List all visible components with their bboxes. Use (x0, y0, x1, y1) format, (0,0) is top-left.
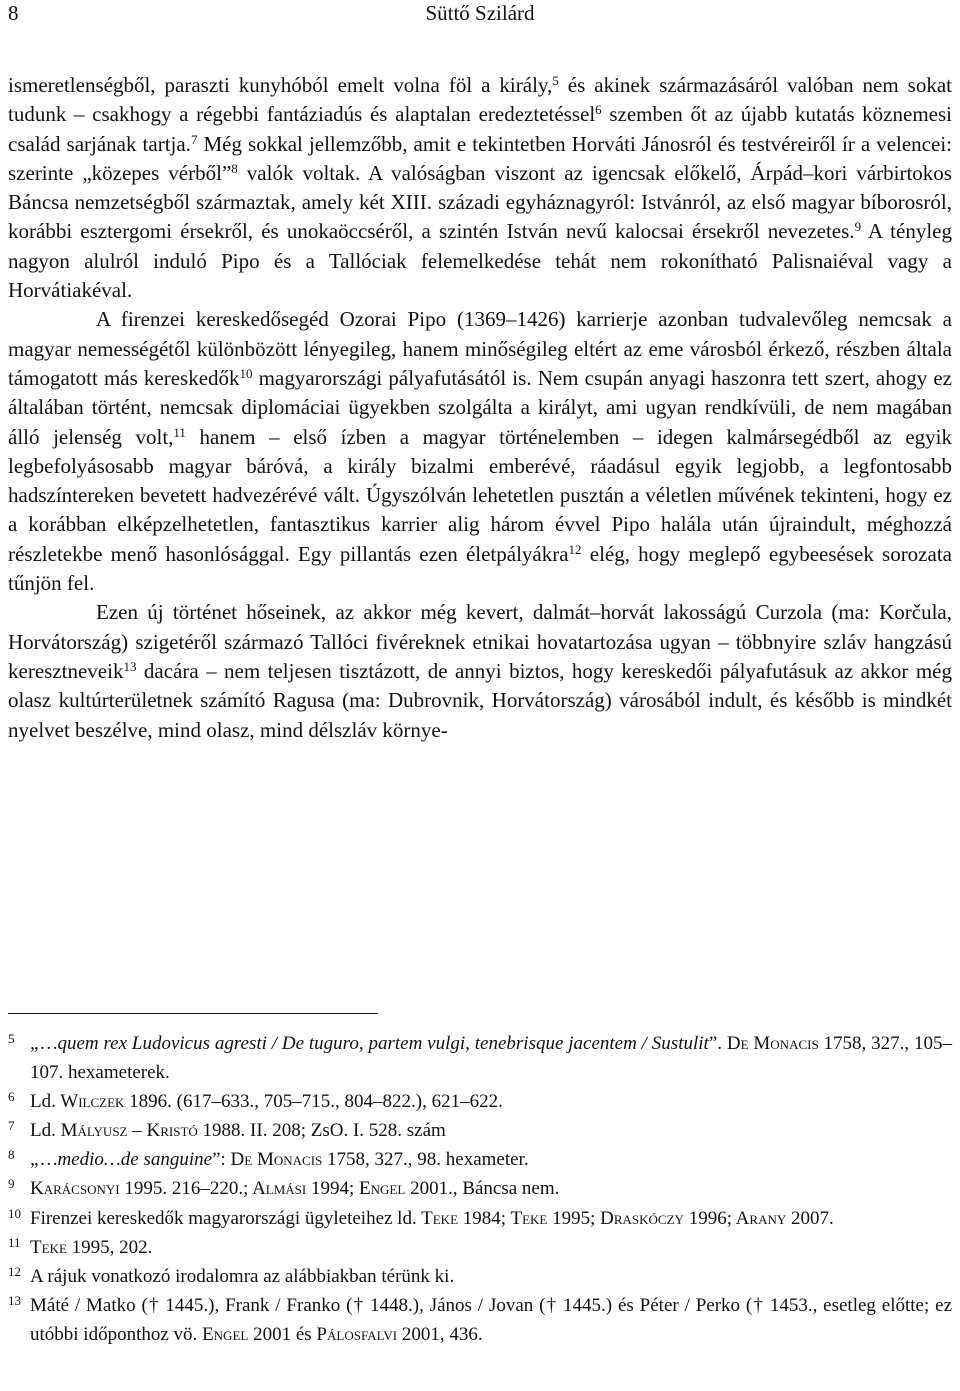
page-header (8, 0, 952, 26)
paragraph-1: ismeretlenségből, paraszti kunyhóból emelt volna föl a király,$^5$ és akinek származásáról valóban nem sokat tudunk – csakhogy a régebbi fantáziadús és alaptalan eredeztetéssel$^6$ szemben őt az újabb kutatás köznemesi család sarjának tartja.$^7$ Még sokkal jellemzőbb, amit e tekintetben Horváti Jánosról és testvéreiről ír a velencei: szerinte „közepes vérből”$^8$ valók voltak. A valóságban viszont az igencsak előkelő, Árpád–kori várbirtokos Báncsa nemzetségből származtak, amely két XIII. századi egyháznagyról: Istvánról, az első magyar bíborosról, korábbi esztergomi érsekről, és unokaöccséről, a szintén István nevű kalocsai érsekről nevezetes.$^9$ A tényleg nagyon alulról induló Pipo és a Tallóciak felemelkedése tehát nem rokonítható Palisnaiéval vagy a Horvátiakéval. (8, 73, 952, 303)
footnote-number: 5 (8, 1031, 15, 1046)
footnote-ref-11[interactable]: 11 (173, 424, 186, 440)
footnote-number: 7 (8, 1118, 15, 1134)
footnote-ref-8[interactable]: 8 (231, 160, 238, 176)
footnote-ref-13[interactable]: 13 (123, 658, 137, 674)
running-title: Süttő Szilárd (425, 1, 535, 25)
footnote-10: $^{10}$ Firenzei kereskedők magyarországi ügyleteihez ld. Teke 1984; Teke 1995; Draskóczy 1996; Arany 2007. (8, 1205, 834, 1229)
footnote-quote: „…quem rex Ludovicus agresti / De tuguro, partem vulgi, tenebrisque jacentem / Sustulit (30, 1033, 709, 1054)
footnotes (8, 1027, 952, 1349)
footnote-number: 8 (8, 1147, 15, 1163)
footnote-separator (8, 1013, 378, 1014)
footnote-ref-10[interactable]: 10 (239, 365, 253, 381)
footnote-number: 11 (8, 1234, 21, 1250)
footnote-12: $^{12}$ A rájuk vonatkozó irodalomra az alábbiakban térünk ki. (8, 1263, 455, 1287)
footnote-ref-5[interactable]: 5 (552, 73, 559, 88)
footnote-13: $^{13}$ Máté / Matko († 1445.), Frank / Franko († 1448.), János / Jovan († 1445.) és Péter / Perko († 1453., esetleg előtte; ez utóbbi időponthoz vö. Engel 2001 és Pálosfalvi 2001, 436. (8, 1292, 952, 1345)
footnote-number: 9 (8, 1176, 15, 1192)
footnote-number: 6 (8, 1089, 15, 1105)
footnote-11: $^{11}$ Teke 1995, 202. (8, 1234, 153, 1258)
footnote-ref-6[interactable]: 6 (595, 102, 602, 118)
footnote-ref-9[interactable]: 9 (854, 219, 862, 235)
footnote-quote: „…medio…de sanguine (30, 1149, 213, 1171)
footnote-5: $^5$ „…quem rex Ludovicus agresti / De tuguro, partem vulgi, tenebrisque jacentem / Sustulit”. De Monacis 1758, 327., 105–107. hexameterek. (8, 1031, 953, 1084)
page-number: 8 (8, 1, 19, 25)
body-text (8, 71, 952, 745)
footnote-7: $^7$ Ld. Mályusz – Kristó 1988. II. 208; ZsO. I. 528. szám (8, 1118, 446, 1142)
footnote-6: $^6$ Ld. Wilczek 1896. (617–633., 705–715., 804–822.), 621–622. (8, 1089, 503, 1113)
footnote-9: $^9$ Karácsonyi 1995. 216–220.; Almási 1994; Engel 2001., Báncsa nem. (8, 1176, 560, 1200)
footnote-8: $^8$ „…medio…de sanguine”: De Monacis 1758, 327., 98. hexameter. (8, 1147, 529, 1171)
paragraph-2: A firenzei kereskedősegéd Ozorai Pipo (1369–1426) karrierje azonban tudvalevőleg nemcsak a magyar nemességétől különbözött lényegileg, hanem minőségileg eltért az eme városból érkező, részben általa támogatott más kereskedők$^{10}$ magyarországi pályafutásától is. Nem csupán anyagi haszonra tett szert, ahogy ez általában történt, nemcsak diplomáciai ügyekben szolgálta a királyt, ami ugyan rendkívüli, de nem magában álló jelenség volt,$^{11}$ hanem – első ízben a magyar történelemben – idegen kalmársegédből az egyik legbefolyásosabb magyar báróvá, a király bizalmi emberévé, ráadásul egyik legjobb, a legfontosabb hadszíntereken bevetett hadvezérévé vált. Úgyszólván lehetetlen pusztán a véletlen művének tekinteni, hogy ez a korábban elképzelhetetlen, fantasztikus karrier alig három évvel Pipo halála után újraindult, méghozzá részletekbe menő hasonlósággal. Egy pillantás ezen életpályákra$^{12}$ elég, hogy meglepő egybeesések sorozata tűnjön fel. (8, 307, 952, 596)
footnote-number: 13 (8, 1292, 21, 1308)
footnote-number: 12 (8, 1263, 21, 1279)
paragraph-3: Ezen új történet hőseinek, az akkor még kevert, dalmát–horvát lakosságú Curzola (ma: Korčula, Horvátország) szigetéről származó Tallóci fivéreknek etnikai hovatartozása ugyan – többnyire szláv hangzású keresztneveik$^{13}$ dacára – nem teljesen tisztázott, de annyi biztos, hogy kereskedői pályafutásuk az akkor még olasz kultúrterületnek számító Ragusa (ma: Dubrovnik, Horvátország) városából indult, és később is mindkét nyelvet beszélve, mind olasz, mind délszláv környe- (8, 600, 952, 742)
footnote-ref-7[interactable]: 7 (190, 131, 198, 147)
footnote-ref-12[interactable]: 12 (568, 541, 582, 557)
footnote-number: 10 (8, 1205, 21, 1221)
